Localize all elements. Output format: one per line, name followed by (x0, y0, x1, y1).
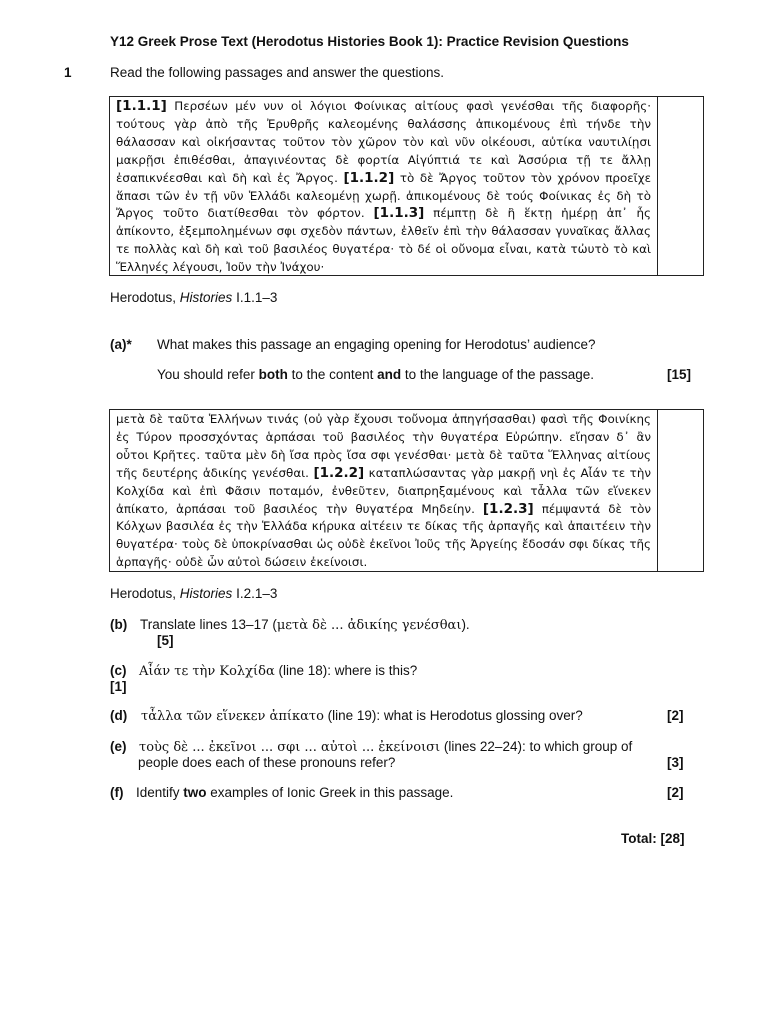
passage-segment: μετὰ δὲ ταῦτα Ἑλλήνων τινάς (οὐ γὰρ ἔχουσι τοὔνομα ἀπηγήσασθαι) φασὶ τῆς Φοινίκης ἐς Τύρον προσσχόντας ἁρπάσαι τοῦ βασιλέος τὴν θυγατέρα Εὐρώπην. εἴησαν δ᾽ ἂν οὗτοι Κρῆτες. ταῦτα μὲν δὴ ἴσα πρὸς ἴσα σφι γενέσθαι· μετὰ δὲ ταῦτα Ἕλληνας αἰτίους τῆς δευτέρης ἀδικίης γενέσθαι. (116, 412, 651, 480)
question-f-marks: [2] (667, 785, 684, 800)
question-f-label: (f) (110, 785, 124, 800)
passage-1-text (110, 97, 658, 275)
question-b-marks: [5] (157, 633, 174, 648)
passage-segment: πέμπτῃ δὲ ἢ ἕκτῃ ἡμέρῃ ἀπ᾽ ἧς ἀπίκοντο, ἐξεμπολημένων σφι σχεδὸν πάντων, ἐλθεῖν ἐπὶ τὴν θάλασσαν γυναῖκας ἄλλας τε πολλὰς καὶ δὴ καὶ τοῦ βασιλέος θυγατέρα· τὸ δέ οἱ οὔνομα εἶναι, κατὰ τὠυτὸ τὸ καὶ Ἕλληνές λέγουσι, Ἰοῦν τὴν Ἰνάχου· (116, 206, 651, 275)
question-d-text: τἆλλα τῶν εἵνεκεν ἀπίκατο (line 19): what is Herodotus glossing over? (141, 708, 583, 724)
question-b-text: Translate lines 13–17 (μετὰ δὲ ... ἀδικίης γενέσθαι). (140, 617, 470, 633)
question-e-text-line2: people does each of these pronouns refer? (138, 755, 396, 770)
question-a-marks: [15] (667, 367, 692, 382)
passage-1-citation: Herodotus, Histories I.1.1–3 (110, 290, 278, 305)
passage-segment: πέμψαντά δὲ τὸν Κόλχων βασιλέα ἐς τὴν Ἑλλάδα κήρυκα αἰτέειν τε δίκας τῆς ἁρπαγῆς καὶ ἀπαιτέειν τὴν θυγατέρα· τοὺς δὲ ὑποκρίνασθαι ὡς οὐδὲ ἐκεῖνοι Ἰοῦς τῆς Ἀργείης ἔδοσάν σφι δίκας τῆς ἁρπαγῆς· οὐδὲ ὦν αὐτοὶ δώσειν ἐκείνοισι. (116, 501, 652, 570)
section-ref: [1.2.3] (482, 500, 534, 517)
question-a-label: (a)* (110, 337, 132, 352)
section-ref: [1.1.1] (116, 98, 167, 114)
total-marks: Total: [28] (621, 831, 685, 846)
question-c-marks: [1] (110, 679, 127, 694)
page-title: Y12 Greek Prose Text (Herodotus Histories Book 1): Practice Revision Questions (110, 34, 629, 49)
question-e-text: τοὺς δὲ ... ἐκεῖνοι ... σφι ... αὐτοὶ ... ἐκείνοισι (lines 22–24): to which group of (139, 739, 633, 755)
section-ref: [1.1.3] (373, 205, 425, 222)
passage-segment: καταπλώσαντας γὰρ μακρῇ νηὶ ἐς Αἶάν τε τὴν Κολχίδα καὶ ἐπὶ Φᾶσιν ποταμόν, ἐνθεῦτεν, διαπρηξαμένους καὶ τἆλλα τῶν εἵνεκεν ἀπίκατο, ἁρπάσαι τοῦ βασιλέος τὴν θυγατέρα Μηδείην. (116, 465, 651, 516)
question-b-label: (b) (110, 617, 128, 632)
question-number: 1 (64, 65, 72, 80)
question-c-label: (c) (110, 663, 127, 678)
section-ref: [1.2.2] (313, 464, 365, 481)
question-a-text: What makes this passage an engaging opening for Herodotus’ audience? (157, 337, 596, 352)
question-intro: Read the following passages and answer the questions. (110, 65, 444, 80)
question-d-marks: [2] (667, 708, 684, 723)
question-e-marks: [3] (667, 755, 684, 770)
question-d-label: (d) (110, 708, 128, 723)
passage-1-box (109, 96, 704, 276)
section-ref: [1.1.2] (343, 169, 395, 186)
question-f-text: Identify two examples of Ionic Greek in this passage. (136, 785, 454, 800)
question-a-instruction: You should refer both to the content and to the language of the passage. (157, 367, 595, 382)
passage-2-box (109, 409, 704, 572)
passage-2-text (110, 410, 658, 571)
question-c-text: Αἶάν τε τὴν Κολχίδα (line 18): where is this? (139, 663, 418, 679)
passage-segment: τὸ δὲ Ἄργος τοῦτον τὸν χρόνον προεῖχε ἅπασι τῶν ἐν τῇ νῦν Ἑλλάδι καλεομένῃ χωρῇ. ἀπικομένους δὲ τούς Φοίνικας ἐς δὴ τὸ Ἄργος τοῦτο διατίθεσθαι τὸν φόρτον. (116, 170, 651, 221)
question-e-label: (e) (110, 739, 127, 754)
passage-segment: Περσέων μέν νυν οἱ λόγιοι Φοίνικας αἰτίους φασὶ γενέσθαι τῆς διαφορῆς· τούτους γὰρ ἀπὸ τῆς Ἐρυθρῆς καλεομένης θαλάσσης ἀπικομένους ἐπὶ τήνδε τὴν θάλασσαν καὶ οἰκήσαντας τοῦτον τὸν χῶρον τὸν καὶ νῦν οἰκέουσι, αὐτίκα ναυτιλίῃσι μακρῇσι ἐπιθέσθαι, ἀπαγινέοντας δὲ φορτία Αἰγύπτιά τε καὶ Ἀσσύρια τῇ τε ἄλλῃ ἐσαπικνέεσθαι καὶ δὴ καὶ ἐς Ἄργος. (116, 99, 651, 185)
passage-2-citation: Herodotus, Histories I.2.1–3 (110, 586, 278, 601)
